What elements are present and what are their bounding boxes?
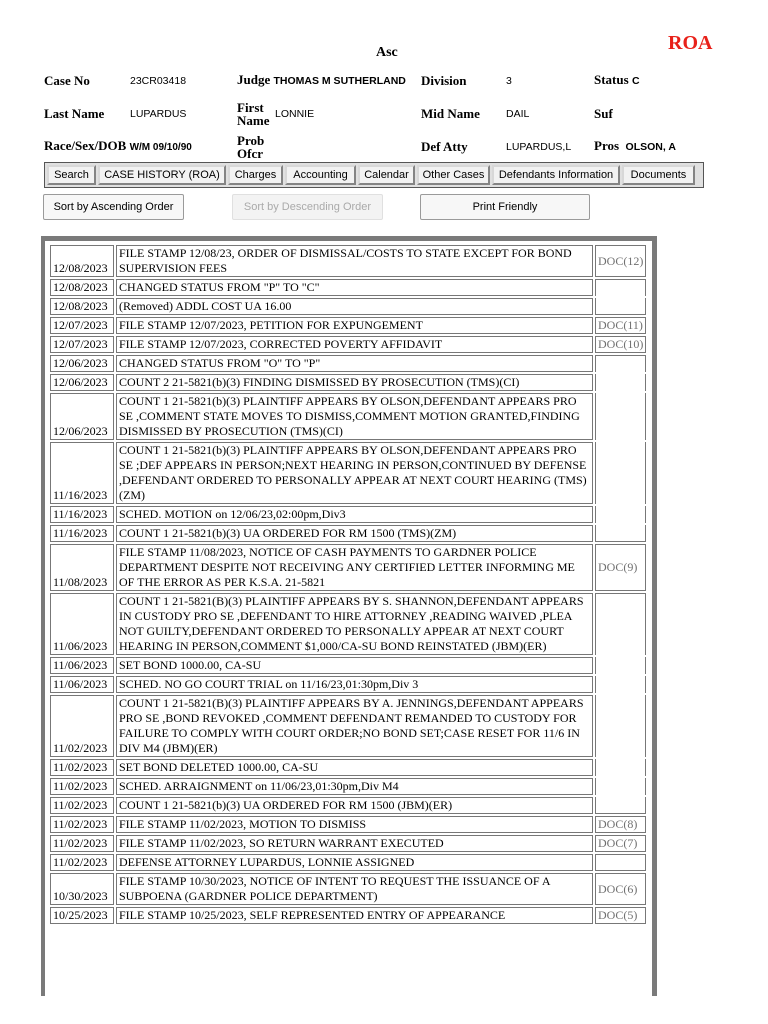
entry-description: COUNT 1 21-5821(b)(3) PLAINTIFF APPEARS BY OLSON,DEFENDANT APPEARS PRO SE ,COMMENT STATE MOVES TO DISMISS,COMMENT MOTION GRANTED,FINDING DISMISSED BY PROSECUTION (TMS)(CI) [116,393,593,440]
table-row [50,593,646,655]
entry-date: 11/02/2023 [50,854,114,871]
entry-description: FILE STAMP 11/08/2023, NOTICE OF CASH PAYMENTS TO GARDNER POLICE DEPARTMENT DESPITE NOT RECEIVING ANY CERTIFIED LETTER INFORMING ME OF THE ERROR AS PER K.S.A. 21-5821 [116,544,593,591]
entry-date: 11/16/2023 [50,525,114,542]
roa-label: ROA [668,32,713,54]
table-row [50,298,646,315]
judge-label: Judge [237,72,271,87]
entry-doc-empty [595,279,646,296]
table-row [50,442,646,504]
judge-value: THOMAS M SUTHERLAND [273,75,406,87]
entry-description: COUNT 1 21-5821(b)(3) UA ORDERED FOR RM 1500 (JBM)(ER) [116,797,593,814]
entry-date: 12/07/2023 [50,336,114,353]
print-friendly-button[interactable]: Print Friendly [420,194,590,220]
entry-doc-empty [595,778,646,795]
table-row [50,676,646,693]
tab-case-history[interactable]: CASE HISTORY (ROA) [98,165,226,185]
entry-doc-empty [595,797,646,814]
tab-calendar[interactable]: Calendar [358,165,415,185]
entry-doc-empty [595,355,646,372]
table-row [50,279,646,296]
entry-doc-empty [595,525,646,542]
entry-doc-empty [595,695,646,757]
entry-description: COUNT 1 21-5821(b)(3) PLAINTIFF APPEARS BY OLSON,DEFENDANT APPEARS PRO SE ;DEF APPEARS IN PERSON;NEXT HEARING IN PERSON,CONTINUED BY DEFENSE ,DEFENDANT ORDERED TO PERSONALLY APPEAR AT NEXT COURT HEARING (TMS)(ZM) [116,442,593,504]
table-row [50,695,646,757]
sort-descending-button: Sort by Descending Order [232,194,383,220]
entry-doc-empty [595,506,646,523]
entry-doc-link[interactable]: DOC(5) [595,907,646,924]
tab-search[interactable]: Search [47,165,96,185]
entry-description: FILE STAMP 12/07/2023, CORRECTED POVERTY AFFIDAVIT [116,336,593,353]
entry-doc-link[interactable]: DOC(6) [595,873,646,905]
def-atty-value: LUPARDUS,L [506,140,572,153]
entry-doc-link[interactable]: DOC(12) [595,245,646,277]
entry-doc-empty [595,657,646,674]
case-header [44,64,734,163]
entry-doc-link[interactable]: DOC(8) [595,816,646,833]
entry-description: (Removed) ADDL COST UA 16.00 [116,298,593,315]
suf-label: Suf [594,106,613,121]
prob-label [237,130,275,163]
entry-description: FILE STAMP 10/30/2023, NOTICE OF INTENT TO REQUEST THE ISSUANCE OF A SUBPOENA (GARDNER POLICE DEPARTMENT) [116,873,593,905]
table-row [50,816,646,833]
entry-description: CHANGED STATUS FROM "P" TO "C" [116,279,593,296]
table-row [50,245,646,277]
entry-date: 12/06/2023 [50,355,114,372]
division-label: Division [421,73,467,88]
def-atty-label: Def Atty [421,139,468,154]
table-row [50,778,646,795]
entry-doc-empty [595,854,646,871]
entry-doc-empty [595,442,646,504]
table-row [50,854,646,871]
roa-table [48,243,648,926]
entry-description: SCHED. ARRAIGNMENT on 11/06/23,01:30pm,Div M4 [116,778,593,795]
case-no-value: 23CR03418 [130,74,187,87]
entry-description: COUNT 1 21-5821(b)(3) UA ORDERED FOR RM 1500 (TMS)(ZM) [116,525,593,542]
table-row [50,506,646,523]
last-name-value: LUPARDUS [130,107,187,120]
entry-date: 11/02/2023 [50,816,114,833]
entry-description: DEFENSE ATTORNEY LUPARDUS, LONNIE ASSIGNED [116,854,593,871]
prob-label-line2: Ofcr [237,145,263,161]
race-value: W/M 09/10/90 [129,142,192,153]
entry-description: FILE STAMP 12/08/23, ORDER OF DISMISSAL/COSTS TO STATE EXCEPT FOR BOND SUPERVISION FEES [116,245,593,277]
judge-cell [237,64,421,97]
roa-table-frame [41,236,657,996]
entry-date: 11/02/2023 [50,778,114,795]
table-row [50,759,646,776]
entry-description: SCHED. NO GO COURT TRIAL on 11/16/23,01:30pm,Div 3 [116,676,593,693]
table-row [50,336,646,353]
entry-date: 11/06/2023 [50,676,114,693]
entry-date: 11/08/2023 [50,544,114,591]
table-row [50,374,646,391]
entry-doc-link[interactable]: DOC(9) [595,544,646,591]
status-label: Status [594,72,629,87]
entry-doc-empty [595,298,646,315]
entry-doc-empty [595,759,646,776]
entry-description: SET BOND DELETED 1000.00, CA-SU [116,759,593,776]
table-row [50,907,646,924]
entry-date: 11/06/2023 [50,593,114,655]
prob-value [275,130,421,163]
tab-charges[interactable]: Charges [228,165,283,185]
first-name-value: LONNIE [275,107,315,120]
entry-description: FILE STAMP 12/07/2023, PETITION FOR EXPUNGEMENT [116,317,593,334]
entry-date: 12/08/2023 [50,298,114,315]
sort-ascending-button[interactable]: Sort by Ascending Order [43,194,184,220]
table-row [50,797,646,814]
entry-date: 11/06/2023 [50,657,114,674]
entry-date: 10/30/2023 [50,873,114,905]
pros-label: Pros [594,138,620,153]
entry-date: 12/06/2023 [50,374,114,391]
pros-cell [594,130,734,163]
entry-doc-empty [595,374,646,391]
last-name-label: Last Name [44,106,105,121]
prob-label-line1: Prob [237,132,265,148]
entry-doc-empty [595,393,646,440]
entry-date: 10/25/2023 [50,907,114,924]
pros-value: OLSON, A [625,141,676,153]
nav-tab-bar [44,162,704,188]
mid-name-label: Mid Name [421,106,480,121]
table-row [50,544,646,591]
table-row [50,873,646,905]
entry-doc-empty [595,593,646,655]
entry-description: COUNT 1 21-5821(B)(3) PLAINTIFF APPEARS BY A. JENNINGS,DEFENDANT APPEARS PRO SE ,BOND REVOKED ,COMMENT DEFENDANT REMANDED TO CUSTODY FOR FAILURE TO COMPLY WITH COURT ORDER;NO BOND SET;CASE RESET FOR 11/6 IN DIV M4 (JBM)(ER) [116,695,593,757]
entry-date: 12/06/2023 [50,393,114,440]
entry-date: 11/02/2023 [50,759,114,776]
section-title: Asc [376,45,398,60]
entry-date: 12/07/2023 [50,317,114,334]
entry-date: 12/08/2023 [50,245,114,277]
case-no-label: Case No [44,73,90,88]
entry-description: CHANGED STATUS FROM "O" TO "P" [116,355,593,372]
race-cell [44,130,237,163]
table-row [50,355,646,372]
entry-description: COUNT 2 21-5821(b)(3) FINDING DISMISSED BY PROSECUTION (TMS)(CI) [116,374,593,391]
suf-value [633,97,734,130]
table-row [50,657,646,674]
race-label: Race/Sex/DOB [44,138,127,153]
tab-accounting[interactable]: Accounting [285,165,356,185]
first-name-label-line1: First [237,99,264,115]
entry-doc-link[interactable]: DOC(10) [595,336,646,353]
entry-doc-empty [595,676,646,693]
entry-description: FILE STAMP 11/02/2023, SO RETURN WARRANT EXECUTED [116,835,593,852]
entry-date: 11/16/2023 [50,442,114,504]
division-value: 3 [506,74,512,87]
entry-description: FILE STAMP 11/02/2023, MOTION TO DISMISS [116,816,593,833]
entry-description: SCHED. MOTION on 12/06/23,02:00pm,Div3 [116,506,593,523]
table-row [50,393,646,440]
entry-description: FILE STAMP 10/25/2023, SELF REPRESENTED ENTRY OF APPEARANCE [116,907,593,924]
entry-description: COUNT 1 21-5821(B)(3) PLAINTIFF APPEARS BY S. SHANNON,DEFENDANT APPEARS IN CUSTODY PRO SE ,DEFENDANT TO HIRE ATTORNEY ,READING WAIVED ,PLEA NOT GUILTY,DEFENDANT ORDERED TO PERSONALLY APPEAR AT NEXT COURT HEARING IN PERSON,COMMENT $1,000/CA-SU BOND REINSTATED (JBM)(ER) [116,593,593,655]
entry-date: 12/08/2023 [50,279,114,296]
entry-date: 11/02/2023 [50,695,114,757]
mid-name-value: DAIL [506,107,530,120]
tab-other-cases[interactable]: Other Cases [417,165,490,185]
entry-date: 11/02/2023 [50,835,114,852]
first-name-label [237,97,275,130]
first-name-label-line2: Name [237,112,270,128]
entry-doc-link[interactable]: DOC(7) [595,835,646,852]
table-row [50,525,646,542]
entry-description: SET BOND 1000.00, CA-SU [116,657,593,674]
entry-doc-link[interactable]: DOC(11) [595,317,646,334]
entry-date: 11/16/2023 [50,506,114,523]
tab-defendants-information[interactable]: Defendants Information [492,165,620,185]
entry-date: 11/02/2023 [50,797,114,814]
table-row [50,317,646,334]
table-row [50,835,646,852]
status-value: C [631,75,640,87]
tab-documents[interactable]: Documents [622,165,695,185]
status-cell [594,64,734,97]
